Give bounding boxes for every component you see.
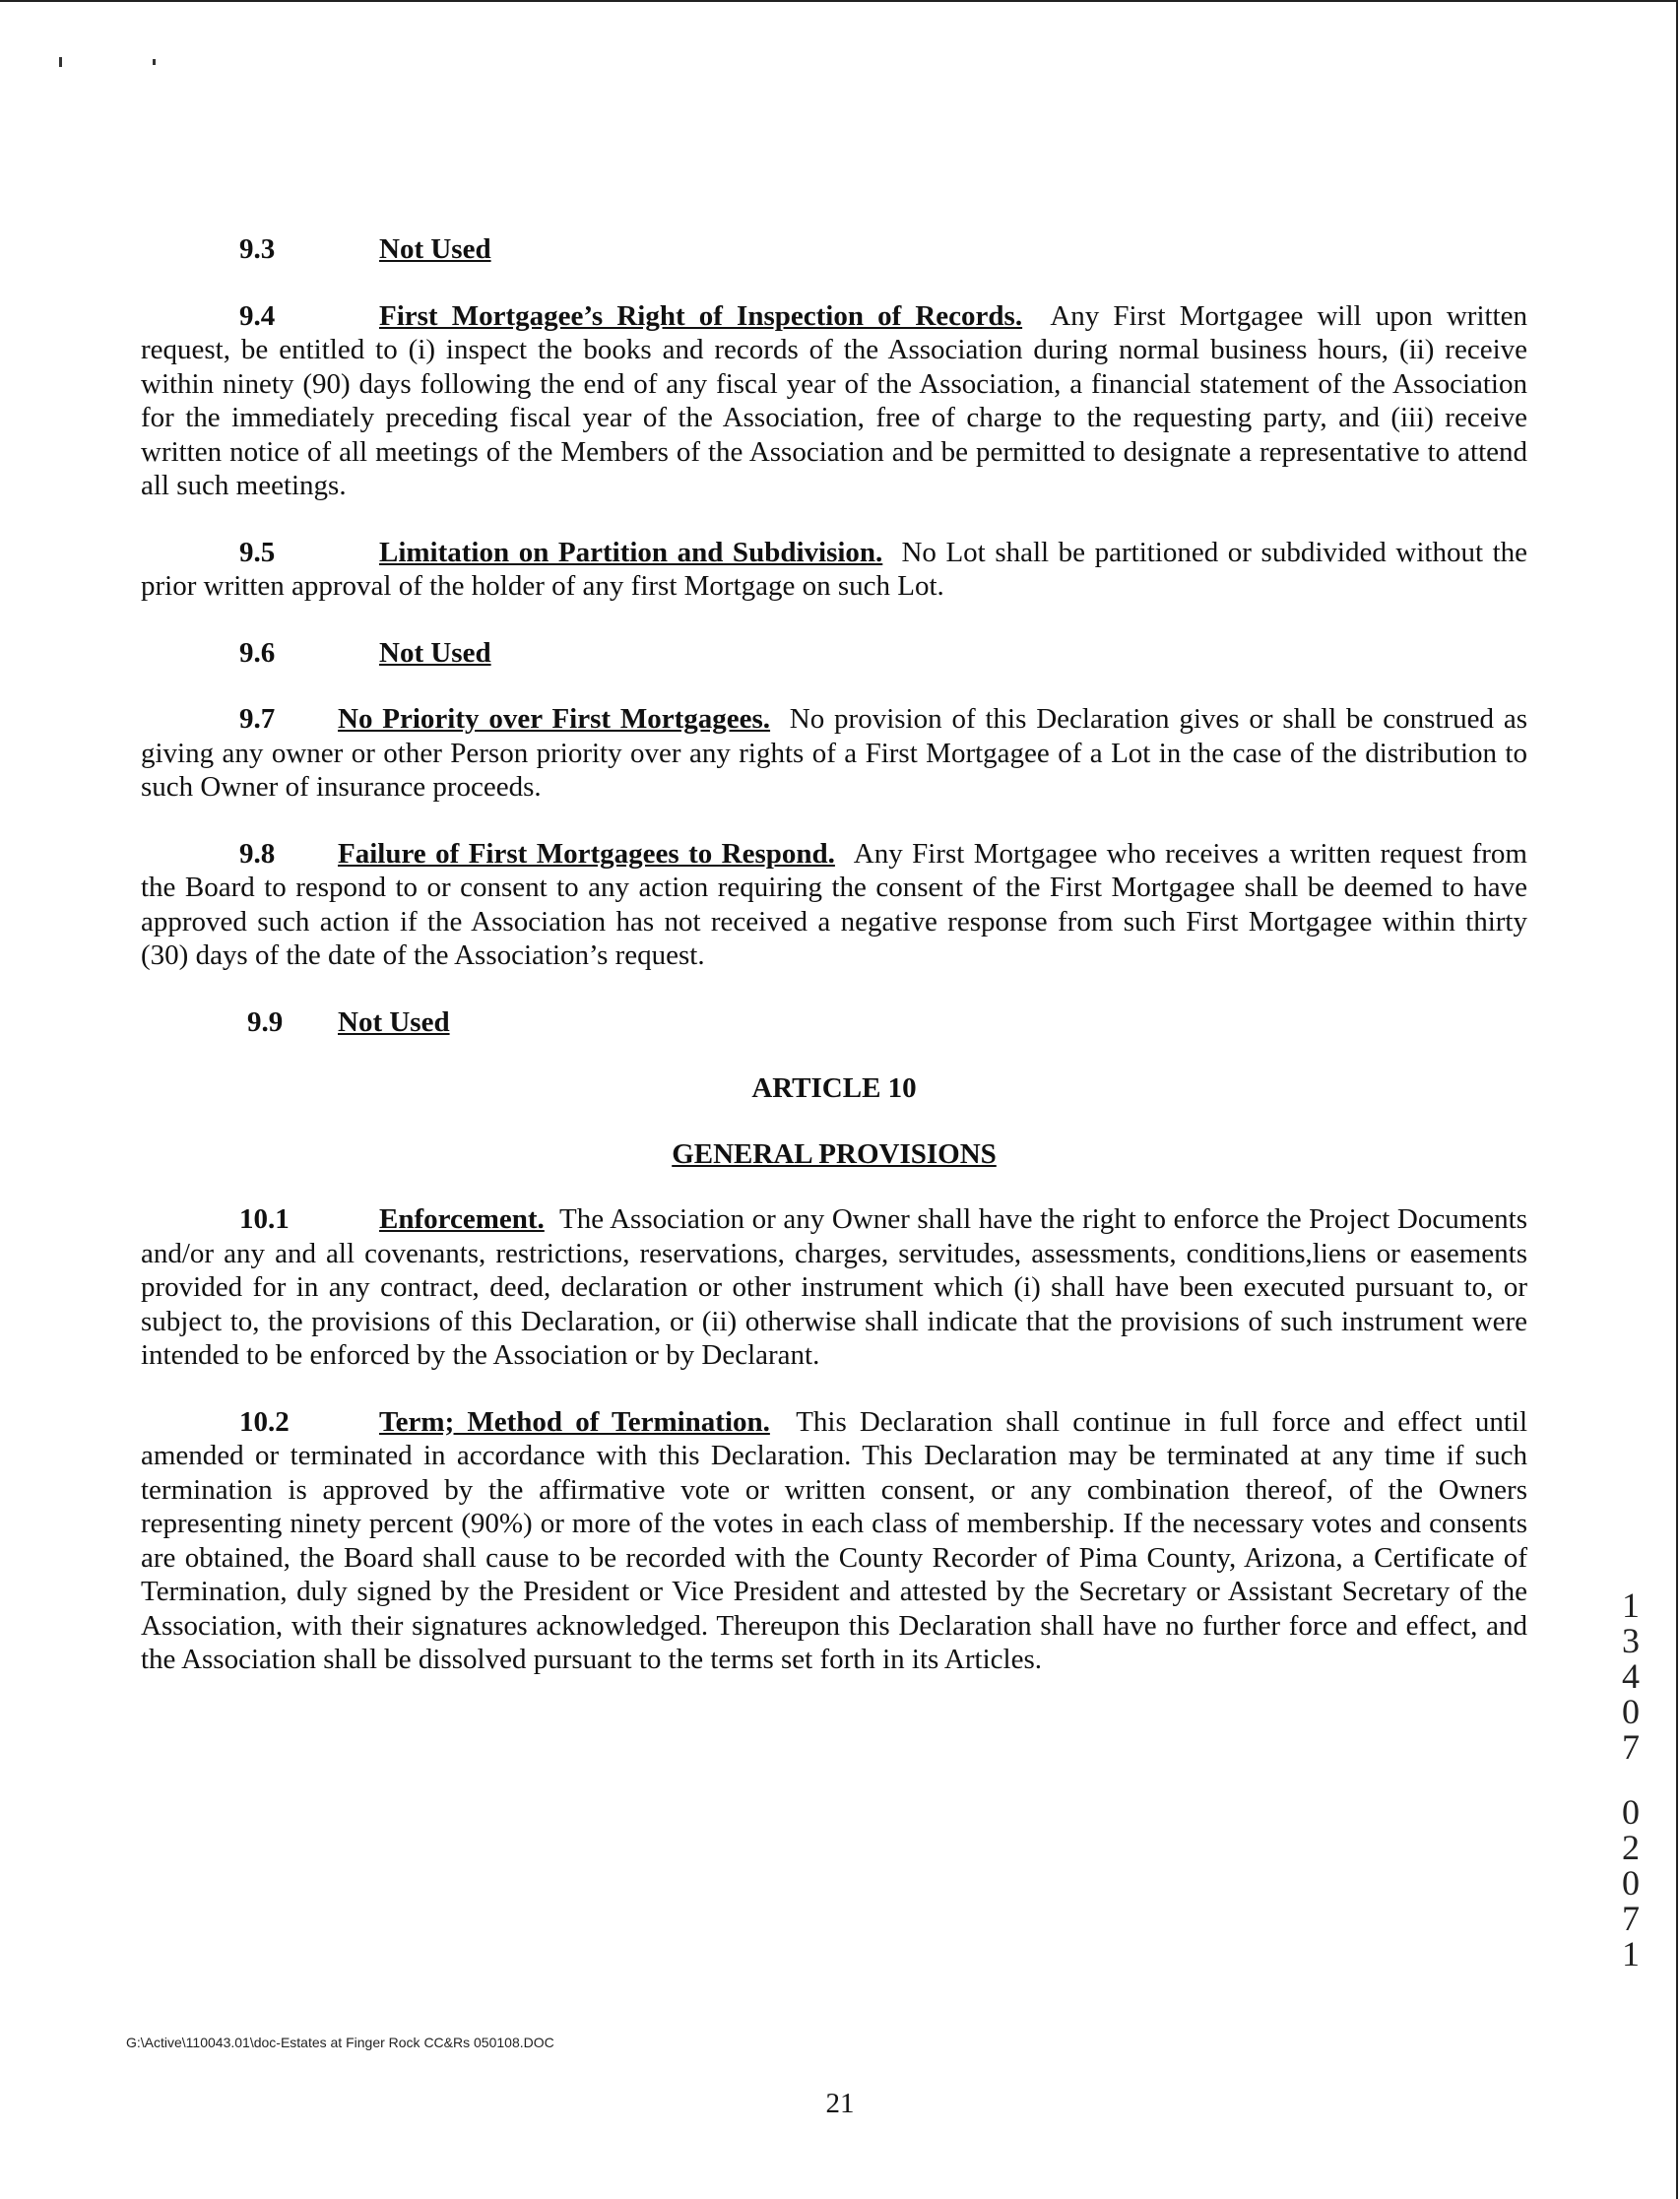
stamp-digit: 4 bbox=[1622, 1656, 1640, 1696]
section-heading: Limitation on Partition and Subdivision. bbox=[379, 536, 883, 568]
section-number: 9.3 bbox=[239, 233, 276, 265]
scan-mark bbox=[153, 59, 156, 65]
section-number: 9.6 bbox=[239, 636, 276, 669]
section-9-4 bbox=[141, 299, 1527, 503]
page-border-top bbox=[0, 0, 1676, 2]
stamp-digit: 0 bbox=[1622, 1792, 1640, 1832]
scan-mark bbox=[59, 57, 62, 67]
section-9-3 bbox=[141, 232, 1527, 267]
document-body bbox=[141, 232, 1527, 1677]
section-body: No Lot shall be partitioned or subdivided without the prior written approval of the holder of any first Mortgage on such Lot. bbox=[141, 536, 1528, 602]
recording-number-stamp bbox=[1611, 1587, 1650, 1972]
section-body: Any First Mortgagee will upon written request, be entitled to (i) inspect the books and records of the Association during normal business hours, (ii) receive within ninety (90) days following the end of any fiscal year of the Association, a financial statement of the Association for the immediately preceding fiscal year of the Association, free of charge to the requesting party, and (iii) receive written notice of all meetings of the Members of the Association and be permitted to designate a representative to attend all such meetings. bbox=[141, 299, 1527, 501]
stamp-digit: 2 bbox=[1622, 1828, 1640, 1867]
page-number: 21 bbox=[825, 2088, 855, 2119]
section-number: 10.2 bbox=[239, 1405, 290, 1438]
section-heading: First Mortgagee’s Right of Inspection of Records. bbox=[379, 299, 1023, 332]
section-number: 9.9 bbox=[247, 1005, 284, 1038]
section-heading: Not Used bbox=[379, 233, 491, 265]
section-9-6 bbox=[141, 636, 1527, 671]
stamp-digit: 7 bbox=[1622, 1727, 1640, 1767]
section-number: 9.4 bbox=[239, 299, 276, 332]
section-heading: Enforcement. bbox=[379, 1203, 545, 1235]
section-9-7 bbox=[141, 702, 1527, 805]
article-subtitle: GENERAL PROVISIONS bbox=[672, 1137, 997, 1170]
stamp-digit: 0 bbox=[1622, 1863, 1640, 1903]
section-number: 9.8 bbox=[239, 837, 276, 870]
section-body: Any First Mortgagee who receives a written request from the Board to respond to or consent to any action requiring the consent of the First Mortgagee shall be deemed to have approved such action if the Association has not received a negative response from such First Mortgagee within thirty (30) days of the date of the Association’s request. bbox=[141, 837, 1527, 971]
section-heading: Failure of First Mortgagees to Respond. bbox=[338, 837, 835, 870]
article-title: ARTICLE 10 bbox=[751, 1072, 917, 1104]
footer-file-path: G:\Active\110043.01\doc-Estates at Finger Rock CC&Rs 050108.DOC bbox=[126, 2035, 554, 2050]
stamp-digit: 7 bbox=[1622, 1899, 1640, 1938]
page-border-right bbox=[1676, 0, 1678, 2199]
section-body: This Declaration shall continue in full force and effect until amended or terminated in accordance with this Declaration. This Declaration may be terminated at any time if such termination is approved by the affirmative vote or written consent, or any combination thereof, of the Owners representing ninety percent (90%) or more of the votes in each class of membership. If the necessary votes and consents are obtained, the Board shall cause to be recorded with the County Recorder of Pima County, Arizona, a Certificate of Termination, duly signed by the President or Vice President and attested by the Secretary or Assistant Secretary of the Association, with their signatures acknowledged. Thereupon this Declaration shall have no further force and effect, and the Association shall be dissolved pursuant to the terms set forth in its Articles. bbox=[141, 1405, 1527, 1675]
section-heading: Not Used bbox=[338, 1005, 450, 1038]
section-heading: No Priority over First Mortgagees. bbox=[338, 703, 771, 735]
section-9-8 bbox=[141, 837, 1527, 973]
section-heading: Term; Method of Termination. bbox=[379, 1405, 770, 1438]
stamp-digit: 3 bbox=[1622, 1621, 1640, 1660]
section-10-1 bbox=[141, 1202, 1527, 1373]
section-body: The Association or any Owner shall have the right to enforce the Project Documents and/or any and all covenants, restrictions, reservations, charges, servitudes, assessments, conditions,liens or easements provided for in any contract, deed, declaration or other instrument which (i) shall have been executed pursuant to, or subject to, the provisions of this Declaration, or (ii) otherwise shall indicate that the provisions of such instrument were intended to be enforced by the Association or by Declarant. bbox=[141, 1203, 1528, 1371]
section-number: 10.1 bbox=[239, 1203, 290, 1235]
section-body: No provision of this Declaration gives or shall be construed as giving any owner or other Person priority over any rights of a First Mortgagee of a Lot in the case of the distribution to such Owner of insurance proceeds. bbox=[141, 703, 1528, 803]
section-10-2 bbox=[141, 1405, 1527, 1677]
section-number: 9.5 bbox=[239, 536, 276, 568]
stamp-digit: 1 bbox=[1622, 1585, 1640, 1625]
section-number: 9.7 bbox=[239, 703, 276, 735]
stamp-digit: 1 bbox=[1622, 1934, 1640, 1973]
section-9-9 bbox=[141, 1005, 1527, 1040]
section-heading: Not Used bbox=[379, 636, 491, 669]
stamp-digit: 0 bbox=[1622, 1692, 1640, 1731]
section-9-5 bbox=[141, 536, 1527, 604]
